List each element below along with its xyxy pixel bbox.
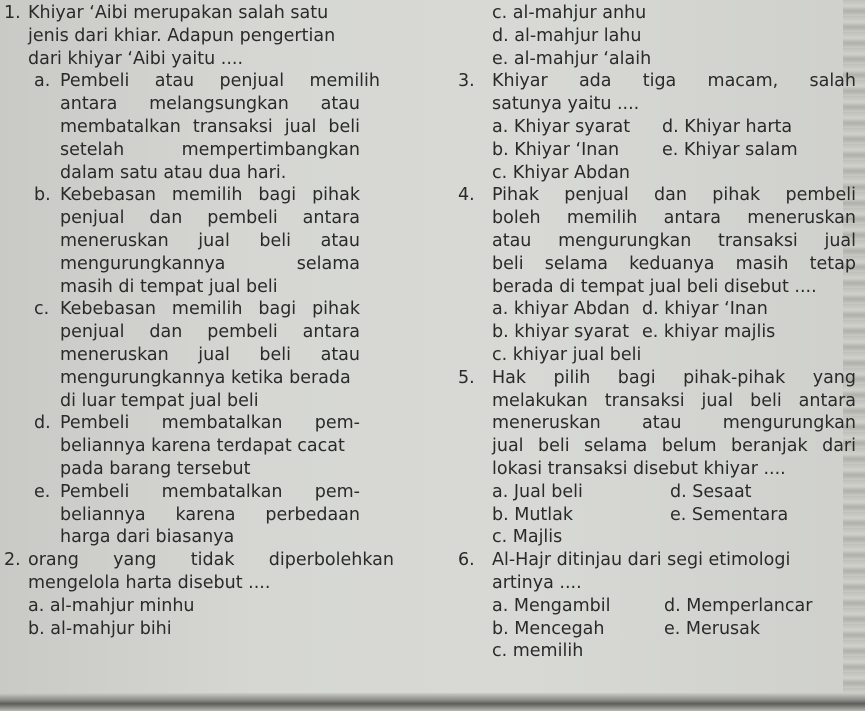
- option-e: e. al-mahjur ‘alaih: [492, 48, 652, 69]
- question-2-options: [28, 595, 440, 641]
- option-a: a. khiyar Abdan: [492, 299, 630, 320]
- question-6-options: [492, 595, 848, 663]
- option-c: c. memilih: [492, 641, 584, 662]
- option-text-line: setelah mempertimbangkan: [60, 139, 360, 160]
- option-text-line: di luar tempat jual beli: [60, 390, 259, 411]
- option-text-line: Kebebasan memilih bagi pihak: [60, 185, 360, 206]
- option-d: [34, 412, 440, 480]
- option-text-line: Pembeli membatalkan pem-: [60, 413, 360, 434]
- question-5: [458, 367, 856, 481]
- question-number: 6.: [458, 550, 475, 571]
- option-a: a. Khiyar syarat: [492, 116, 631, 137]
- option-d: d. Khiyar harta: [662, 116, 793, 137]
- question-text-line: orang yang tidak diperbolehkan: [28, 550, 394, 571]
- option-row: [492, 595, 848, 618]
- question-1-continued-options: [492, 2, 848, 70]
- option-row: [492, 298, 848, 321]
- question-text-line: Al-Hajr ditinjau dari segi etimologi: [492, 550, 791, 571]
- question-3-options: [492, 116, 848, 184]
- option-d: d. al-mahjur lahu: [492, 25, 642, 46]
- question-3: [458, 70, 856, 116]
- option-letter: e.: [34, 481, 51, 502]
- option-a: a. Mengambil: [492, 595, 611, 616]
- question-number: 5.: [458, 367, 475, 388]
- option-text-line: beliannya karena terdapat cacat: [60, 436, 345, 457]
- question-number: 3.: [458, 71, 475, 92]
- option-d: d. Sesaat: [670, 481, 752, 502]
- option-row: [492, 139, 848, 162]
- option-b: b. Mencegah: [492, 618, 605, 639]
- option-b: b. khiyar syarat: [492, 322, 630, 343]
- option-letter: b.: [34, 185, 51, 206]
- option-text-line: pada barang tersebut: [60, 458, 251, 479]
- option-e: [34, 481, 440, 549]
- option-text-line: meneruskan jual beli atau: [60, 344, 360, 365]
- option-row: [492, 504, 848, 527]
- question-2: [4, 549, 440, 595]
- question-number: 1.: [4, 3, 21, 23]
- question-4-options: [492, 298, 848, 366]
- option-text-line: beliannya karena perbedaan: [60, 504, 360, 525]
- option-c: c. al-mahjur anhu: [492, 3, 647, 23]
- option-b: b. Mutlak: [492, 504, 574, 525]
- option-c: c. Majlis: [492, 527, 563, 548]
- option-text-line: Pembeli membatalkan pem-: [60, 481, 360, 502]
- question-6: [458, 549, 848, 595]
- option-text-line: Kebebasan memilih bagi pihak: [60, 299, 360, 320]
- option-c: [34, 298, 440, 412]
- option-text-line: mengurungkannya ketika berada: [60, 367, 351, 388]
- option-letter: c.: [34, 299, 50, 320]
- option-d: d. Memperlancar: [664, 595, 813, 616]
- option-a: [34, 70, 440, 184]
- option-text-line: Pembeli atau penjual memilih: [60, 71, 380, 92]
- left-column: [0, 0, 440, 640]
- question-text-line: beli selama keduanya masih tetap: [492, 253, 856, 274]
- option-row: [492, 321, 848, 344]
- option-text-line: antara melangsungkan atau: [60, 94, 360, 115]
- question-4: [458, 184, 856, 298]
- option-text-line: masih di tempat jual beli: [60, 276, 278, 297]
- question-text-line: jenis dari khiar. Adapun pengertian: [28, 25, 336, 46]
- page-edge-bottom: [0, 693, 865, 711]
- option-c: c. khiyar jual beli: [492, 344, 642, 365]
- option-c: c. Khiyar Abdan: [492, 162, 631, 183]
- option-a: a. Jual beli: [492, 481, 583, 502]
- question-text-line: dari khiyar ‘Aibi yaitu ....: [28, 48, 244, 69]
- question-1: [4, 2, 440, 70]
- question-text-line: Hak pilih bagi pihak-pihak yang: [492, 367, 856, 388]
- question-5-options: [492, 481, 848, 549]
- option-text-line: penjual dan pembeli antara: [60, 322, 360, 343]
- option-b: b. al-mahjur bihi: [28, 618, 172, 639]
- right-column: [458, 0, 856, 663]
- option-e: e. Merusak: [664, 618, 761, 639]
- option-row: [492, 116, 848, 139]
- question-text-line: melakukan transaksi jual beli antara: [492, 390, 856, 411]
- question-number: 2.: [4, 550, 21, 571]
- option-letter: d.: [34, 413, 51, 434]
- question-text-line: lokasi transaksi disebut khiyar ....: [492, 458, 786, 479]
- option-text-line: membatalkan transaksi jual beli: [60, 116, 360, 137]
- option-e: e. Khiyar salam: [662, 139, 798, 160]
- question-number: 4.: [458, 185, 475, 206]
- question-text-line: atau mengurungkan transaksi jual: [492, 230, 856, 251]
- question-text-line: Khiyar ada tiga macam, salah: [492, 71, 856, 92]
- option-text-line: penjual dan pembeli antara: [60, 208, 360, 229]
- option-row: [492, 481, 848, 504]
- option-a: a. al-mahjur minhu: [28, 595, 195, 616]
- option-e: e. khiyar majlis: [642, 322, 776, 343]
- option-e: e. Sementara: [670, 504, 789, 525]
- option-text-line: meneruskan jual beli atau: [60, 230, 360, 251]
- option-text-line: mengurungkannya selama: [60, 253, 360, 274]
- option-d: d. khiyar ‘Inan: [642, 299, 768, 320]
- question-text-line: meneruskan atau mengurungkan: [492, 413, 856, 434]
- question-text-line: berada di tempat jual beli disebut ....: [492, 276, 817, 297]
- question-text-line: satunya yaitu ....: [492, 94, 640, 115]
- option-b: b. Khiyar ‘Inan: [492, 139, 620, 160]
- question-text-line: Pihak penjual dan pihak pembeli: [492, 185, 856, 206]
- question-text-line: boleh memilih antara meneruskan: [492, 208, 856, 229]
- option-text-line: dalam satu atau dua hari.: [60, 162, 287, 183]
- question-text-line: artinya ....: [492, 572, 582, 593]
- option-row: [492, 618, 848, 641]
- option-text-line: harga dari biasanya: [60, 527, 235, 548]
- question-text-line: jual beli selama belum beranjak dari: [492, 436, 856, 457]
- option-b: [34, 184, 440, 298]
- question-text-line: Khiyar ‘Aibi merupakan salah satu: [28, 3, 329, 23]
- question-text-line: mengelola harta disebut ....: [28, 572, 271, 593]
- option-letter: a.: [34, 71, 51, 92]
